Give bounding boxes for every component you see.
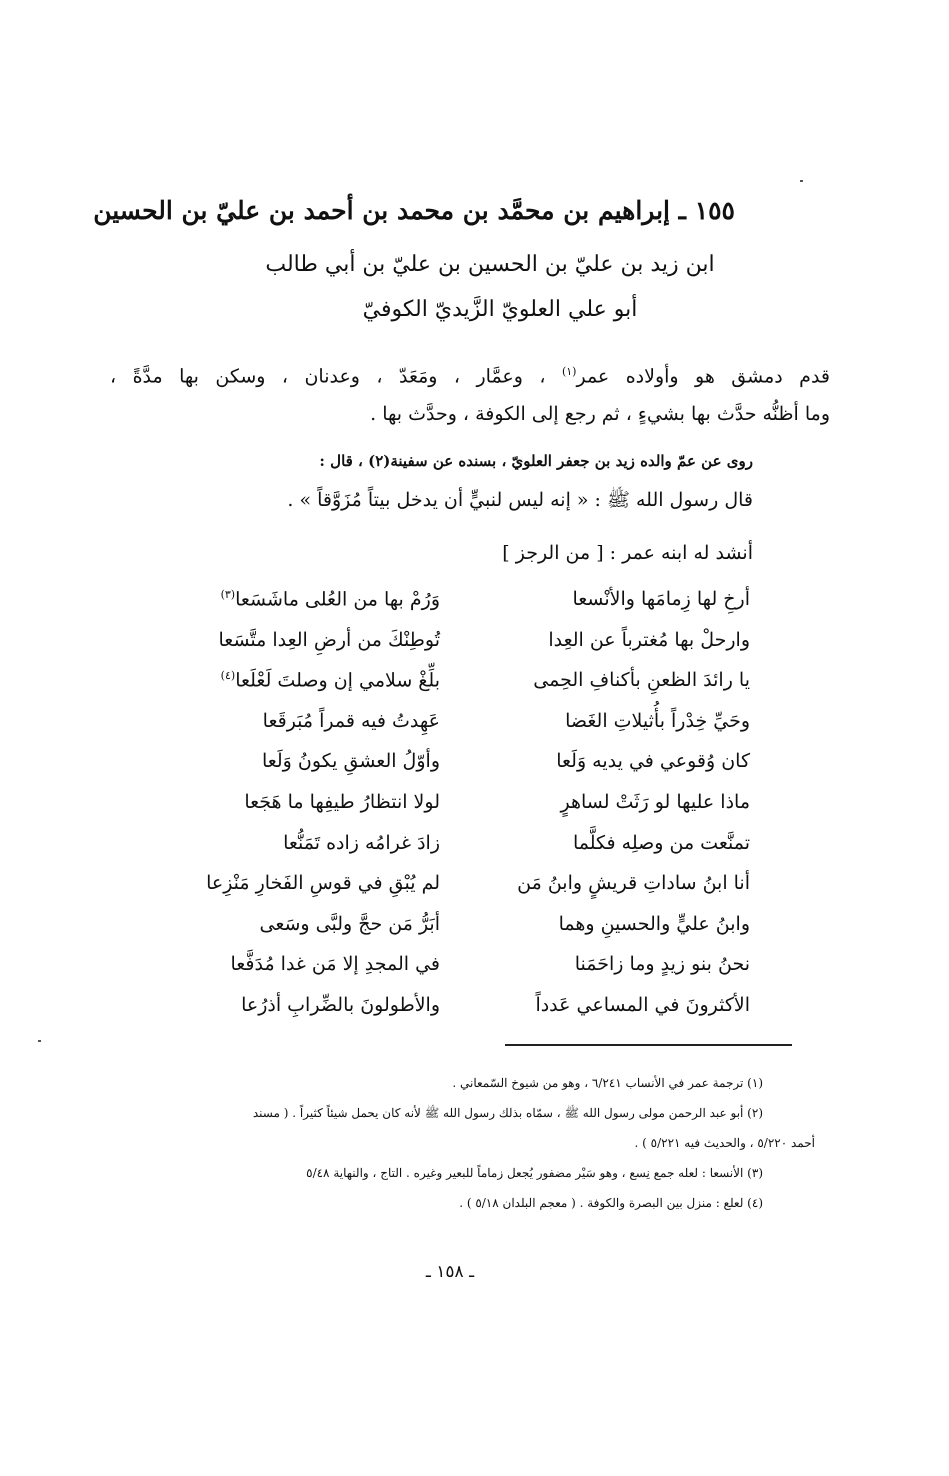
first-hemistich: تمنَّعت من وصلِه فكلَّما (572, 831, 750, 854)
footnote-ref-4: (٤) (220, 669, 236, 683)
second-hemistich: أبَرُّ مَن حجَّ ولبَّى وسَعى (259, 912, 440, 935)
footnote-ref-3: (٣) (220, 588, 236, 601)
page-number: ـ ١٥٨ ـ (425, 1262, 475, 1282)
scan-speck (38, 1040, 41, 1042)
second-hemistich: في المجدِ إلا مَن غدا مُدَفَّعا (230, 953, 440, 976)
biography-line-1 (110, 353, 830, 395)
second-hemistich (150, 588, 440, 610)
biography-paragraph (110, 353, 830, 433)
footnote-ref-1: (١) (561, 365, 577, 378)
second-hemistich-text: وَرُمْ بها من العُلى ماشَسَعا (235, 588, 440, 611)
footnote-4: (٤) لعلع : منزل بين البصرة والكوفة . ( معجم البلدان ٥/١٨ ) . (459, 1196, 763, 1210)
footnote-3: (٣) الأنسعا : لعله جمع نِسع ، وهو سَيْر مضفور يُجعل زماماً للبعير وغيره . التاج ، والنهاية ٥/٤٨ (306, 1166, 763, 1180)
verse (150, 913, 750, 954)
footnote-2: (٢) أبو عبد الرحمن مولى رسول الله ﷺ ، سمّاه بذلك رسول الله ﷺ لأنه كان يحمل شيئاً كثيراً . ( مسند (252, 1106, 763, 1120)
second-hemistich-text: بلِّغْ سلامي إن وصلتَ لَعْلَعا (235, 669, 440, 692)
verse (150, 791, 750, 832)
biography-line-1-start: قدم دمشق هو وأولاده عمر (576, 365, 830, 388)
first-hemistich: نحنُ بنو زيدٍ وما زاحَمَنا (574, 953, 750, 976)
verse (150, 710, 750, 751)
hadith-chain: روى عن عمّ والده زيد بن جعفر العلويّ ، بسنده عن سفينة(٢) ، قال : (319, 452, 753, 470)
first-hemistich: وابنُ عليٍّ والحسينِ وهما (558, 912, 750, 935)
first-hemistich: أنا ابنُ ساداتِ قريشٍ وابنُ مَن (517, 872, 750, 895)
footnote-1: (١) ترجمة عمر في الأنساب ٦/٢٤١ ، وهو من شيوخ السّمعاني . (452, 1076, 763, 1090)
entry-title: ١٥٥ ـ إبراهيم بن محمَّد بن محمد بن أحمد بن عليّ بن الحسين (93, 196, 735, 225)
first-hemistich: وحَيِّ خِدْراً بأُثيلاتِ الغَضا (565, 709, 750, 732)
footnote-2-continued: أحمد ٥/٢٢٠ ، والحديث فيه ٥/٢٢١ ) . (634, 1136, 815, 1150)
footnotes (110, 1068, 815, 1218)
verse (150, 669, 750, 710)
second-hemistich: لم يُبْقِ في قوسِ الفَخارِ مَنْزِعا (206, 872, 440, 895)
second-hemistich: زادَ غرامُه زاده تَمَنُّعا (283, 831, 440, 854)
poem (150, 588, 750, 1035)
entry-lineage: ابن زيد بن عليّ بن الحسين بن عليّ بن أبي طالب (265, 252, 715, 277)
verse (150, 750, 750, 791)
entry-kunya: أبو علي العلويّ الزَّيديّ الكوفيّ (362, 297, 638, 322)
verse (150, 629, 750, 670)
first-hemistich: كان وُقوعي في يديه وَلَعا (556, 750, 750, 773)
second-hemistich: تُوطِنْكَ من أرضِ العِدا متَّسَعا (218, 628, 440, 651)
verse (150, 832, 750, 873)
poem-intro: أنشد له ابنه عمر : [ من الرجز ] (502, 542, 753, 564)
biography-line-1-end: ، وعمَّار ، ومَعَدّ ، وعدنان ، وسكن بها مدَّةً ، (110, 365, 562, 388)
first-hemistich: وارحلْ بها مُغترباً عن العِدا (548, 628, 750, 651)
second-hemistich: لولا انتظارُ طيفِها ما هَجَعا (244, 790, 440, 813)
second-hemistich: عَهِدتُ فيه قمراً مُبَرقَعا (262, 709, 440, 732)
second-hemistich (150, 669, 440, 691)
first-hemistich: يا رائدَ الظعنِ بأكنافِ الحِمى (533, 669, 750, 692)
verse (150, 872, 750, 913)
second-hemistich: وأوّلُ العشقِ يكونُ وَلَعا (261, 750, 440, 773)
first-hemistich: أرخِ لها زِمامَها والأنْسعا (572, 588, 750, 610)
footnote-separator (505, 1044, 792, 1046)
verse (150, 994, 750, 1035)
first-hemistich: ماذا عليها لو رَثَتْ لساهرٍ (560, 790, 750, 813)
hadith-text: قال رسول الله ﷺ : « إنه ليس لنبيٍّ أن يدخل بيتاً مُزَوَّقاً » . (287, 489, 753, 511)
first-hemistich: الأكثرونَ في المساعي عَدداً (535, 993, 750, 1016)
verse (150, 588, 750, 629)
verse (150, 953, 750, 994)
second-hemistich: والأطولونَ بالضِّرابِ أذرُعا (241, 993, 440, 1016)
scan-speck (800, 180, 803, 182)
biography-line-2: وما أظنُّه حدَّث بها بشيءٍ ، ثم رجع إلى الكوفة ، وحدَّث بها . (370, 403, 830, 426)
